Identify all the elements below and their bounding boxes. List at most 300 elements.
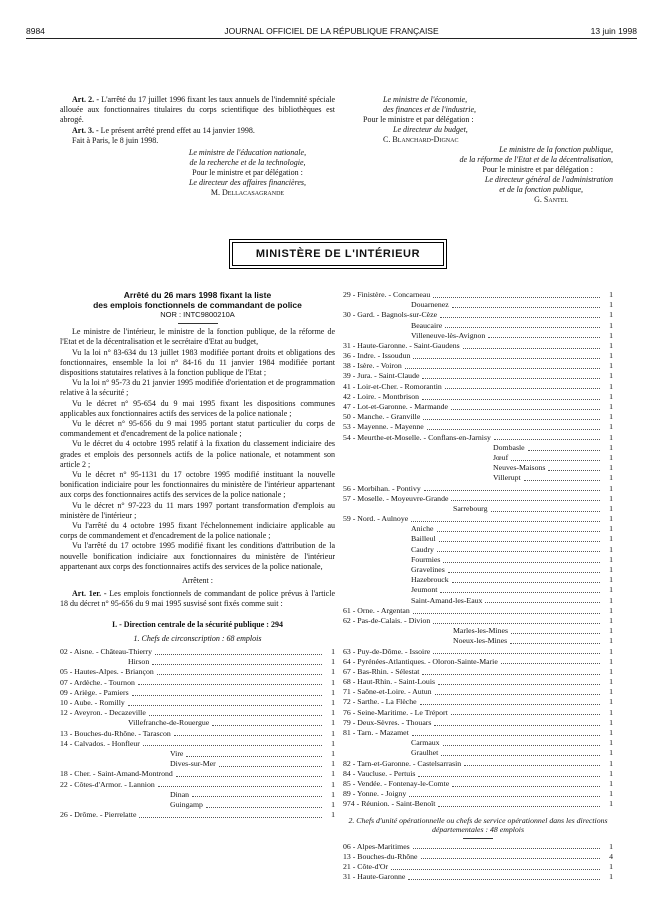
list-item [343,463,613,473]
list-item [343,290,613,300]
leader-dots [494,439,600,440]
leader-dots [437,551,600,552]
list-item-label: 62 - Pas-de-Calais. - Divion [343,615,431,625]
list-item-label: 26 - Drôme. - Pierrelatte [60,810,137,820]
leader-dots [452,307,600,308]
list-item-count: 1 [609,371,613,381]
leader-dots [424,490,600,491]
list-item [343,422,613,432]
leader-dots [438,806,600,807]
list-item-label: 61 - Orne. - Argentan [343,605,410,615]
list-item-count: 4 [609,851,613,861]
leader-dots [152,664,322,665]
leader-dots [206,807,322,808]
list-item-count: 1 [609,361,613,371]
list-item-count: 1 [609,422,613,432]
list-item-label: Vire [170,748,184,758]
leader-dots [485,602,600,603]
list-item-label: 41 - Loir-et-Cher. - Romorantin [343,381,442,391]
list-item [343,372,613,382]
list-item [343,606,613,616]
list-item-count: 1 [331,779,335,789]
leader-dots [155,654,322,655]
nor-reference: NOR : INTC9800210A [160,310,235,319]
list-item-label: Dinan [170,789,190,799]
list-item-count: 1 [609,728,613,738]
list-item-count: 1 [609,768,613,778]
leader-dots [427,429,600,430]
signatory-name: M. Dellacasagrande [210,188,285,198]
list-item-count: 1 [331,769,335,779]
list-item-label: Villerupt [493,473,521,483]
list-item-label: Neuves-Maisons [493,463,546,473]
page-number: 8984 [26,26,45,36]
leader-dots [524,480,600,481]
separator-2 [463,838,493,839]
ministry-heading [60,242,614,282]
list-item-label: Bailleul [411,534,436,544]
list-item-label: Douarnenez [411,300,449,310]
list-item-label: 07 - Ardèche. - Tournon [60,677,135,687]
list-item-count: 1 [331,657,335,667]
list-item-label: 50 - Manche. - Granville [343,412,421,422]
list-item-count: 1 [331,698,335,708]
list-item-label: Sarrebourg [453,503,488,513]
list-item [343,862,613,872]
list-right [343,290,613,810]
decree-paragraph: Vu la loi n° 95-73 du 21 janvier 1995 modifiée d'orientation et de programmation relative à la sécurité ; [60,378,335,398]
top-left-block [60,95,335,198]
list-item [343,667,613,677]
list-item [343,698,613,708]
list-item-label: 18 - Cher. - Saint-Amand-Montrond [60,769,173,779]
decree-title-2: des emplois fonctionnels de commandant de police [93,300,302,310]
list-item-label: 29 - Finistère. - Concarneau [343,289,431,299]
list-item [343,443,613,453]
list-item [343,872,613,882]
list-item-label: 31 - Haute-Garonne [343,872,406,882]
list-item-count: 1 [609,707,613,717]
leader-dots [413,358,600,359]
sig-r-2: des finances et de l'industrie, [383,105,477,114]
list-item-count: 1 [609,789,613,799]
list-item-label: 02 - Aisne. - Château-Thierry [60,647,153,657]
leader-dots [186,756,322,757]
subsection-heading-1: 1. Chefs de circonscription : 68 emplois [133,633,262,643]
leader-dots [528,450,600,451]
sig-r-4: Le directeur du budget, [393,125,468,134]
list-item [343,382,613,392]
list-item-label: Beaucaire [411,320,443,330]
list-item-label: 09 - Ariège. - Pamiers [60,687,129,697]
list-item-label: Villeneuve-lès-Avignon [411,330,486,340]
list-item-label: Graulhet [411,748,439,758]
list-item [60,759,335,769]
list-item-label: 974 - Réunion. - Saint-Benoît [343,799,436,809]
list-item [60,739,335,749]
list-item-label: 85 - Vendée. - Fontenay-le-Comte [343,778,450,788]
signatory-line-3: Pour le ministre et par délégation : [192,168,303,178]
sig-r-10: et de la fonction publique, [499,185,583,194]
list-item [343,799,613,809]
list-item-label: 31 - Haute-Garonne. - Saint-Gaudens [343,340,460,350]
leader-dots [501,663,600,664]
leader-dots [464,765,600,766]
list-item-label: 81 - Tarn. - Mazamet [343,728,409,738]
list-item-count: 1 [609,351,613,361]
leader-dots [445,327,600,328]
leader-dots [448,572,600,573]
decree-paragraph: Le ministre de l'intérieur, le ministre de la fonction publique, de la réforme de l'Etat et de la décentralisation et le secrétaire d'Etat au budget, [60,327,335,347]
list-item-count: 1 [609,615,613,625]
leader-dots [128,705,322,706]
list-item-count: 1 [331,667,335,677]
list-item-label: Guingamp [170,799,203,809]
list-item-label: Saint-Amand-les-Eaux [411,595,483,605]
list-item [343,575,613,585]
list-item [343,687,613,697]
list-item-count: 1 [609,687,613,697]
list-item [343,647,613,657]
separator [178,323,218,324]
list-item [343,300,613,310]
decree-paragraph: Vu l'arrêté du 4 octobre 1995 fixant l'échelonnement indiciaire applicable au corps de commandement et d'encadrement de la police nationale ; [60,521,335,541]
leader-dots [157,674,322,675]
list-item-count: 1 [609,646,613,656]
list-item-label: 82 - Tarn-et-Garonne. - Castelsarrasin [343,758,462,768]
leader-dots [423,419,600,420]
list-item-label: Jeumont [411,585,438,595]
header-rule [26,38,637,39]
list-item-count: 1 [609,748,613,758]
list-item-label: Marles-les-Mines [453,626,508,636]
leader-dots [440,317,600,318]
leader-dots [488,337,600,338]
list-item [343,473,613,483]
leader-dots [409,796,600,797]
leader-dots [451,500,600,501]
leader-dots [422,399,600,400]
list-item [343,769,613,779]
list-item-label: 13 - Bouches-du-Rhône. - Tarascon [60,728,171,738]
list-item [343,748,613,758]
list-item-count: 1 [609,605,613,615]
list-item-label: 76 - Seine-Maritime. - Le Tréport [343,707,448,717]
list-item-label: Dives-sur-Mer [170,759,216,769]
leader-dots [440,592,600,593]
list-item-label: Hazebrouck [411,575,449,585]
list-item-label: Jœuf [493,452,509,462]
leader-dots [138,684,322,685]
list-item-count: 1 [609,391,613,401]
sig-r-6: Le ministre de la fonction publique, [499,145,613,154]
leader-dots [445,388,600,389]
decree-paragraph: Vu le décret n° 95-1131 du 17 octobre 1995 modifié instituant la nouvelle bonification indiciaire pour les fonctionnaires du ministère de l'intérieur appartenant aux corps des fonctionnaires actifs des services de la police nationale ; [60,470,335,500]
list-item-label: 79 - Deux-Sèvres. - Thouars [343,717,432,727]
list-item-label: 89 - Yonne. - Joigny [343,789,407,799]
list-item-count: 1 [331,728,335,738]
list-item-label: 59 - Nord. - Aulnoye [343,514,409,524]
list-item [343,738,613,748]
list-item [60,688,335,698]
leader-dots [174,735,322,736]
leader-dots [491,511,601,512]
leader-dots [413,848,600,849]
leader-dots [434,725,600,726]
article-2-label: Art. 2. - [72,95,100,104]
leader-dots [443,745,600,746]
list-item [343,565,613,575]
list-item [60,790,335,800]
list-item-count: 1 [609,463,613,473]
signatory-line-1: Le ministre de l'éducation nationale, [188,148,307,158]
list-item-label: 30 - Gard. - Bagnols-sur-Cèze [343,310,438,320]
list-item-count: 1 [609,697,613,707]
list-item-count: 1 [331,799,335,809]
list-item [343,331,613,341]
list-item-label: 14 - Calvados. - Honfleur [60,738,140,748]
leader-dots [421,858,601,859]
list-item-count: 1 [331,748,335,758]
list-item-count: 1 [609,636,613,646]
list-item-count: 1 [331,677,335,687]
leader-dots [441,755,600,756]
list-item-label: 12 - Aveyron. - Decazeville [60,708,146,718]
list-item [343,779,613,789]
list-item [343,524,613,534]
leader-dots [219,766,322,767]
leader-dots [548,470,600,471]
list-item [60,657,335,667]
list-item-count: 1 [609,666,613,676]
list-item-count: 1 [609,524,613,534]
sig-r-5: C. Blanchard-Dignac [383,135,459,144]
list-item [343,321,613,331]
list-item-count: 1 [609,738,613,748]
list-item-count: 1 [331,789,335,799]
list-item [60,708,335,718]
list-item-count: 1 [609,758,613,768]
list-item [343,616,613,626]
leader-dots [412,735,600,736]
leader-dots [422,378,600,379]
list-item-label: 64 - Pyrénées-Atlantiques. - Oloron-Sainte-Marie [343,656,498,666]
list-item-count: 1 [609,717,613,727]
list-item-count: 1 [609,534,613,544]
list-item [343,453,613,463]
list-item-label: 05 - Hautes-Alpes. - Briançon [60,667,154,677]
leader-dots [422,674,600,675]
list-item-count: 1 [331,759,335,769]
decree-paragraph: Vu le décret n° 95-654 du 9 mai 1995 fixant les dispositions communes applicables aux fonctionnaires actifs des services de la police nationale ; [60,398,335,418]
list-item-count: 1 [609,432,613,442]
list-item-count: 1 [609,503,613,513]
list-item [343,759,613,769]
leader-dots [437,531,600,532]
list-item [343,351,613,361]
list-item-label: 71 - Saône-et-Loire. - Autun [343,687,432,697]
list-item-count: 1 [609,841,613,851]
list-item-count: 1 [609,677,613,687]
list-left [60,647,335,820]
list-item-count: 1 [609,575,613,585]
list-item-count: 1 [609,799,613,809]
list-item-count: 1 [609,473,613,483]
article-1-label: Art. 1er. - [72,589,107,599]
leader-dots [420,704,600,705]
list-item-count: 1 [609,626,613,636]
list-item-count: 1 [609,381,613,391]
list-item-label: Caudry [411,544,434,554]
list-item-count: 1 [609,310,613,320]
list-item [343,677,613,687]
list-item [343,708,613,718]
list-item-label: 84 - Vaucluse. - Pertuis [343,768,416,778]
decree-paragraph: Vu le décret n° 97-223 du 11 mars 1997 portant transformation d'emplois au ministère de l'intérieur ; [60,500,335,520]
list-item-label: Dombasle [493,442,525,452]
list-item-label: 54 - Meurthe-et-Moselle. - Conflans-en-Jarnisy [343,432,491,442]
sig-r-3: Pour le ministre et par délégation : [363,115,474,124]
leader-dots [418,776,600,777]
list-item [60,698,335,708]
signatory-line-2: de la recherche et de la technologie, [189,158,306,168]
list-item [343,842,613,852]
list-item [343,728,613,738]
list-item [343,657,613,667]
leader-dots [451,409,600,410]
list-item [343,361,613,371]
leader-dots [192,796,322,797]
list-item [343,852,613,862]
top-right-block [343,95,613,205]
list-item [60,749,335,759]
issue-date: 13 juin 1998 [590,26,637,36]
list-item-count: 1 [331,687,335,697]
article-1-text: Les emplois fonctionnels de commandant de police prévus à l'article 18 du décret n° 95-656 du 9 mai 1995 susvisé sont fixés comme suit : [60,589,335,609]
list-item [343,341,613,351]
list-item [343,626,613,636]
list-item-count: 1 [609,554,613,564]
list-item-count: 1 [609,778,613,788]
list-item [60,780,335,790]
decree-paragraph: Vu le décret du 4 octobre 1995 relatif à la fixation du classement indiciaire des grades et emplois des personnels actifs de la police nationale, et notamment son article 2 ; [60,439,335,469]
leader-dots [413,613,600,614]
list-item [60,718,335,728]
list-item-label: 56 - Morbihan. - Pontivy [343,483,421,493]
ministry-title: MINISTÈRE DE L'INTÉRIEUR [255,248,421,260]
list-item-label: 63 - Puy-de-Dôme. - Issoire [343,646,431,656]
leader-dots [510,643,600,644]
list-item [343,433,613,443]
list-item-label: 57 - Moselle. - Moyeuvre-Grande [343,493,449,503]
decree-right-column [343,290,613,882]
article-2-text: L'arrêté du 17 juillet 1996 fixant les taux annuels de l'indemnité spéciale allouée aux fonctionnaires titulaires du corps scientifique des bibliothèques est abrogé. [60,95,336,125]
leader-dots [433,297,600,298]
list-item-count: 1 [609,861,613,871]
leader-dots [433,623,600,624]
list-item-count: 1 [331,738,335,748]
list-item-label: Villefranche-de-Rouergue [128,718,210,728]
sig-r-11: G. Santel [534,195,568,204]
journal-title: JOURNAL OFFICIEL DE LA RÉPUBLIQUE FRANÇAISE [224,26,439,36]
list-item-label: Aniche [411,524,434,534]
leader-dots [405,368,600,369]
list-item-label: 38 - Isère. - Voiron [343,361,402,371]
leader-dots [212,725,322,726]
list-item-count: 1 [609,442,613,452]
leader-dots [149,715,322,716]
list-item-count: 1 [609,483,613,493]
sig-r-8: Pour le ministre et par délégation : [482,165,593,174]
leader-dots [411,521,600,522]
leader-dots [463,348,600,349]
list-item-count: 1 [609,595,613,605]
list-item [343,412,613,422]
list-item-count: 1 [609,544,613,554]
list-item-label: Fourmies [411,554,441,564]
leader-dots [452,582,600,583]
list-item [343,535,613,545]
list-item [60,810,335,820]
leader-dots [451,714,600,715]
list-item-count: 1 [609,289,613,299]
list-item-label: 21 - Côte-d'Or [343,861,389,871]
list-item [343,402,613,412]
sig-r-1: Le ministre de l'économie, [383,95,468,104]
leader-dots [391,869,600,870]
list-item [60,678,335,688]
list-item-label: Carmaux [411,738,440,748]
list-item-count: 1 [331,718,335,728]
list-item [60,729,335,739]
sig-r-9: Le directeur général de l'administration [484,175,613,184]
list-item-count: 1 [609,514,613,524]
list-item [60,667,335,677]
list-item-label: 53 - Mayenne. - Mayenne [343,422,424,432]
decree-paragraph: Vu le décret n° 95-656 du 9 mai 1995 portant statut particulier du corps de commandement et d'encadrement de la police nationale ; [60,419,335,439]
list-item-count: 1 [609,412,613,422]
fait-a-paris: Fait à Paris, le 8 juin 1998. [72,135,159,145]
list-item [343,504,613,514]
list-item [343,555,613,565]
decree-paragraph: Vu la loi n° 83-634 du 13 juillet 1983 modifiée portant droits et obligations des fonctionnaires, ensemble la loi n° 84-16 du 11 janvier 1984 modifiée portant dispositions statutaires relatives à la fonction publique de l'Etat ; [60,347,335,378]
list-item [60,647,335,657]
list-item-label: 67 - Bas-Rhin. - Sélestat [343,666,420,676]
leader-dots [433,653,600,654]
list-item-label: 47 - Lot-et-Garonne. - Marmande [343,402,448,412]
list-item [343,585,613,595]
list-item-count: 1 [331,647,335,657]
list-item-label: 10 - Aube. - Romilly [60,698,125,708]
subsection-heading-2: 2. Chefs d'unité opérationnelle ou chefs de service opérationnel dans les directions départementales : 48 emplois [348,815,608,835]
leader-dots [176,776,322,777]
list-item [60,800,335,810]
list-item-label: Hirson [128,657,150,667]
list-item [343,596,613,606]
list-item-count: 1 [609,585,613,595]
list-item [343,392,613,402]
list-item-label: 72 - Sarthe. - La Flèche [343,697,417,707]
leader-dots [439,541,600,542]
decree-paragraph: Vu l'arrêté du 17 octobre 1995 modifié fixant les conditions d'attribution de la nouvelle bonification indiciaire aux fonctionnaires du ministère de l'intérieur appartenant aux corps des fonctionnaires actifs des services de la police nationale, [60,541,335,571]
leader-dots [511,633,600,634]
list-item-label: Gravelines [411,565,445,575]
list-item-count: 1 [609,320,613,330]
list-item-count: 1 [609,452,613,462]
section-heading: I. - Direction centrale de la sécurité publique : 294 [112,619,283,629]
leader-dots [158,786,322,787]
arretent: Arrêtent : [182,576,213,586]
